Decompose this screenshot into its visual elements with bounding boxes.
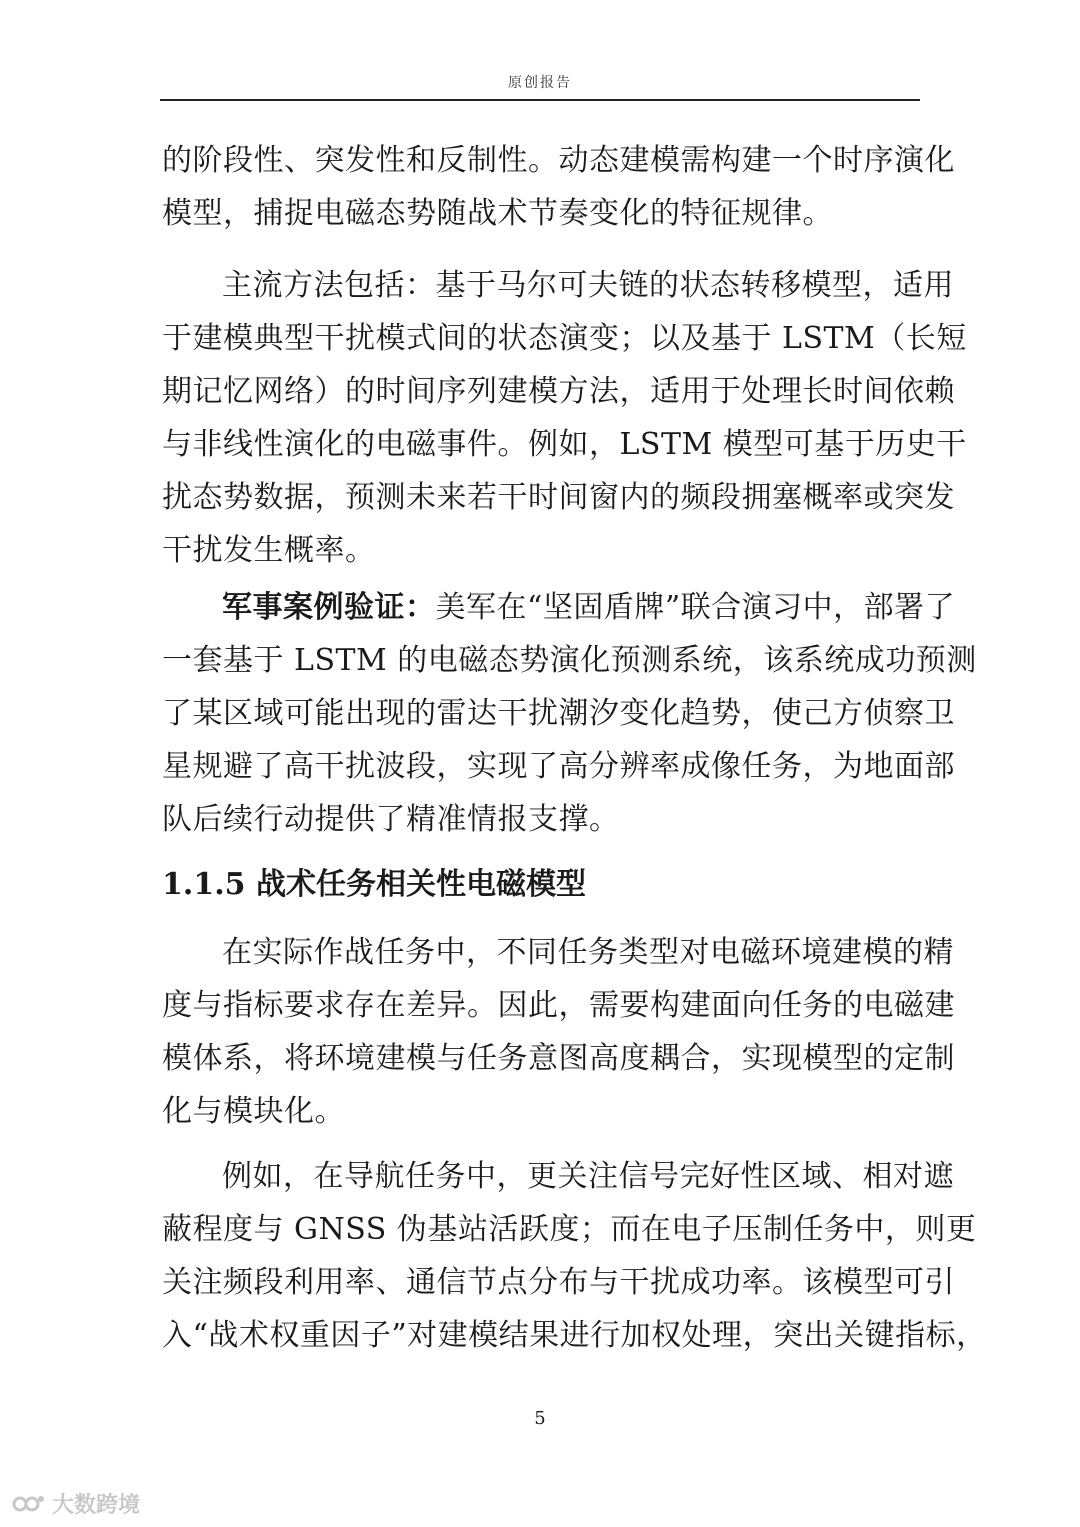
paragraph-line: 星规避了高干扰波段，实现了高分辨率成像任务，为地面部 xyxy=(162,749,955,784)
paragraph-line: 关注频段利用率、通信节点分布与干扰成功率。该模型可引 xyxy=(162,1265,955,1300)
paragraph-line: 的阶段性、突发性和反制性。动态建模需构建一个时序演化 xyxy=(162,143,955,178)
watermark-text: 大数跨境 xyxy=(52,1493,141,1518)
paragraph-line: 蔽程度与 GNSS 伪基站活跃度；而在电子压制任务中，则更 xyxy=(162,1212,977,1247)
paragraph-line: 与非线性演化的电磁事件。例如，LSTM 模型可基于历史干 xyxy=(162,427,967,462)
paragraph-line: 一套基于 LSTM 的电磁态势演化预测系统，该系统成功预测 xyxy=(162,643,977,678)
page-number: 5 xyxy=(534,1408,546,1429)
paragraph-line: 入“战术权重因子”对建模结果进行加权处理，突出关键指标， xyxy=(162,1318,987,1353)
paragraph-line: 期记忆网络）的时间序列建模方法，适用于处理长时间依赖 xyxy=(162,374,955,409)
paragraph-1 xyxy=(162,134,955,240)
paragraph-3 xyxy=(162,581,977,846)
case-study-label: 军事案例验证： xyxy=(222,590,436,625)
paragraph-line: 扰态势数据，预测未来若干时间窗内的频段拥塞概率或突发 xyxy=(162,480,955,515)
section-heading: 1.1.5 战术任务相关性电磁模型 xyxy=(162,867,586,902)
paragraph-line: 队后续行动提供了精准情报支撑。 xyxy=(162,802,620,837)
paragraph-line: 了某区域可能出现的雷达干扰潮汐变化趋势，使己方侦察卫 xyxy=(162,696,955,731)
paragraph-line: 干扰发生概率。 xyxy=(162,533,376,568)
paragraph-line: 在实际作战任务中，不同任务类型对电磁环境建模的精 xyxy=(222,935,954,970)
paragraph-line: 于建模典型干扰模式间的状态演变；以及基于 LSTM（长短 xyxy=(162,321,967,356)
page-header-title: 原创报告 xyxy=(508,75,572,91)
paragraph-line: 化与模块化。 xyxy=(162,1094,345,1129)
paragraph-line: 例如，在导航任务中，更关注信号完好性区域、相对遮 xyxy=(222,1159,954,1194)
paragraph-line: 模体系，将环境建模与任务意图高度耦合，实现模型的定制 xyxy=(162,1041,955,1076)
paragraph-line-text: 美军在“坚固盾牌”联合演习中，部署了 xyxy=(435,590,956,625)
paragraph-line: 度与指标要求存在差异。因此，需要构建面向任务的电磁建 xyxy=(162,988,955,1023)
paragraph-2 xyxy=(162,259,967,577)
paragraph-5 xyxy=(162,1150,987,1362)
paragraph-line: 模型，捕捉电磁态势随战术节奏变化的特征规律。 xyxy=(162,196,833,231)
paragraph-line xyxy=(162,581,956,634)
header-divider xyxy=(160,99,920,101)
paragraph-line: 主流方法包括：基于马尔可夫链的状态转移模型，适用 xyxy=(222,268,954,303)
watermark xyxy=(12,1488,140,1519)
paragraph-4 xyxy=(162,926,955,1138)
brand-logo-icon xyxy=(12,1493,46,1515)
